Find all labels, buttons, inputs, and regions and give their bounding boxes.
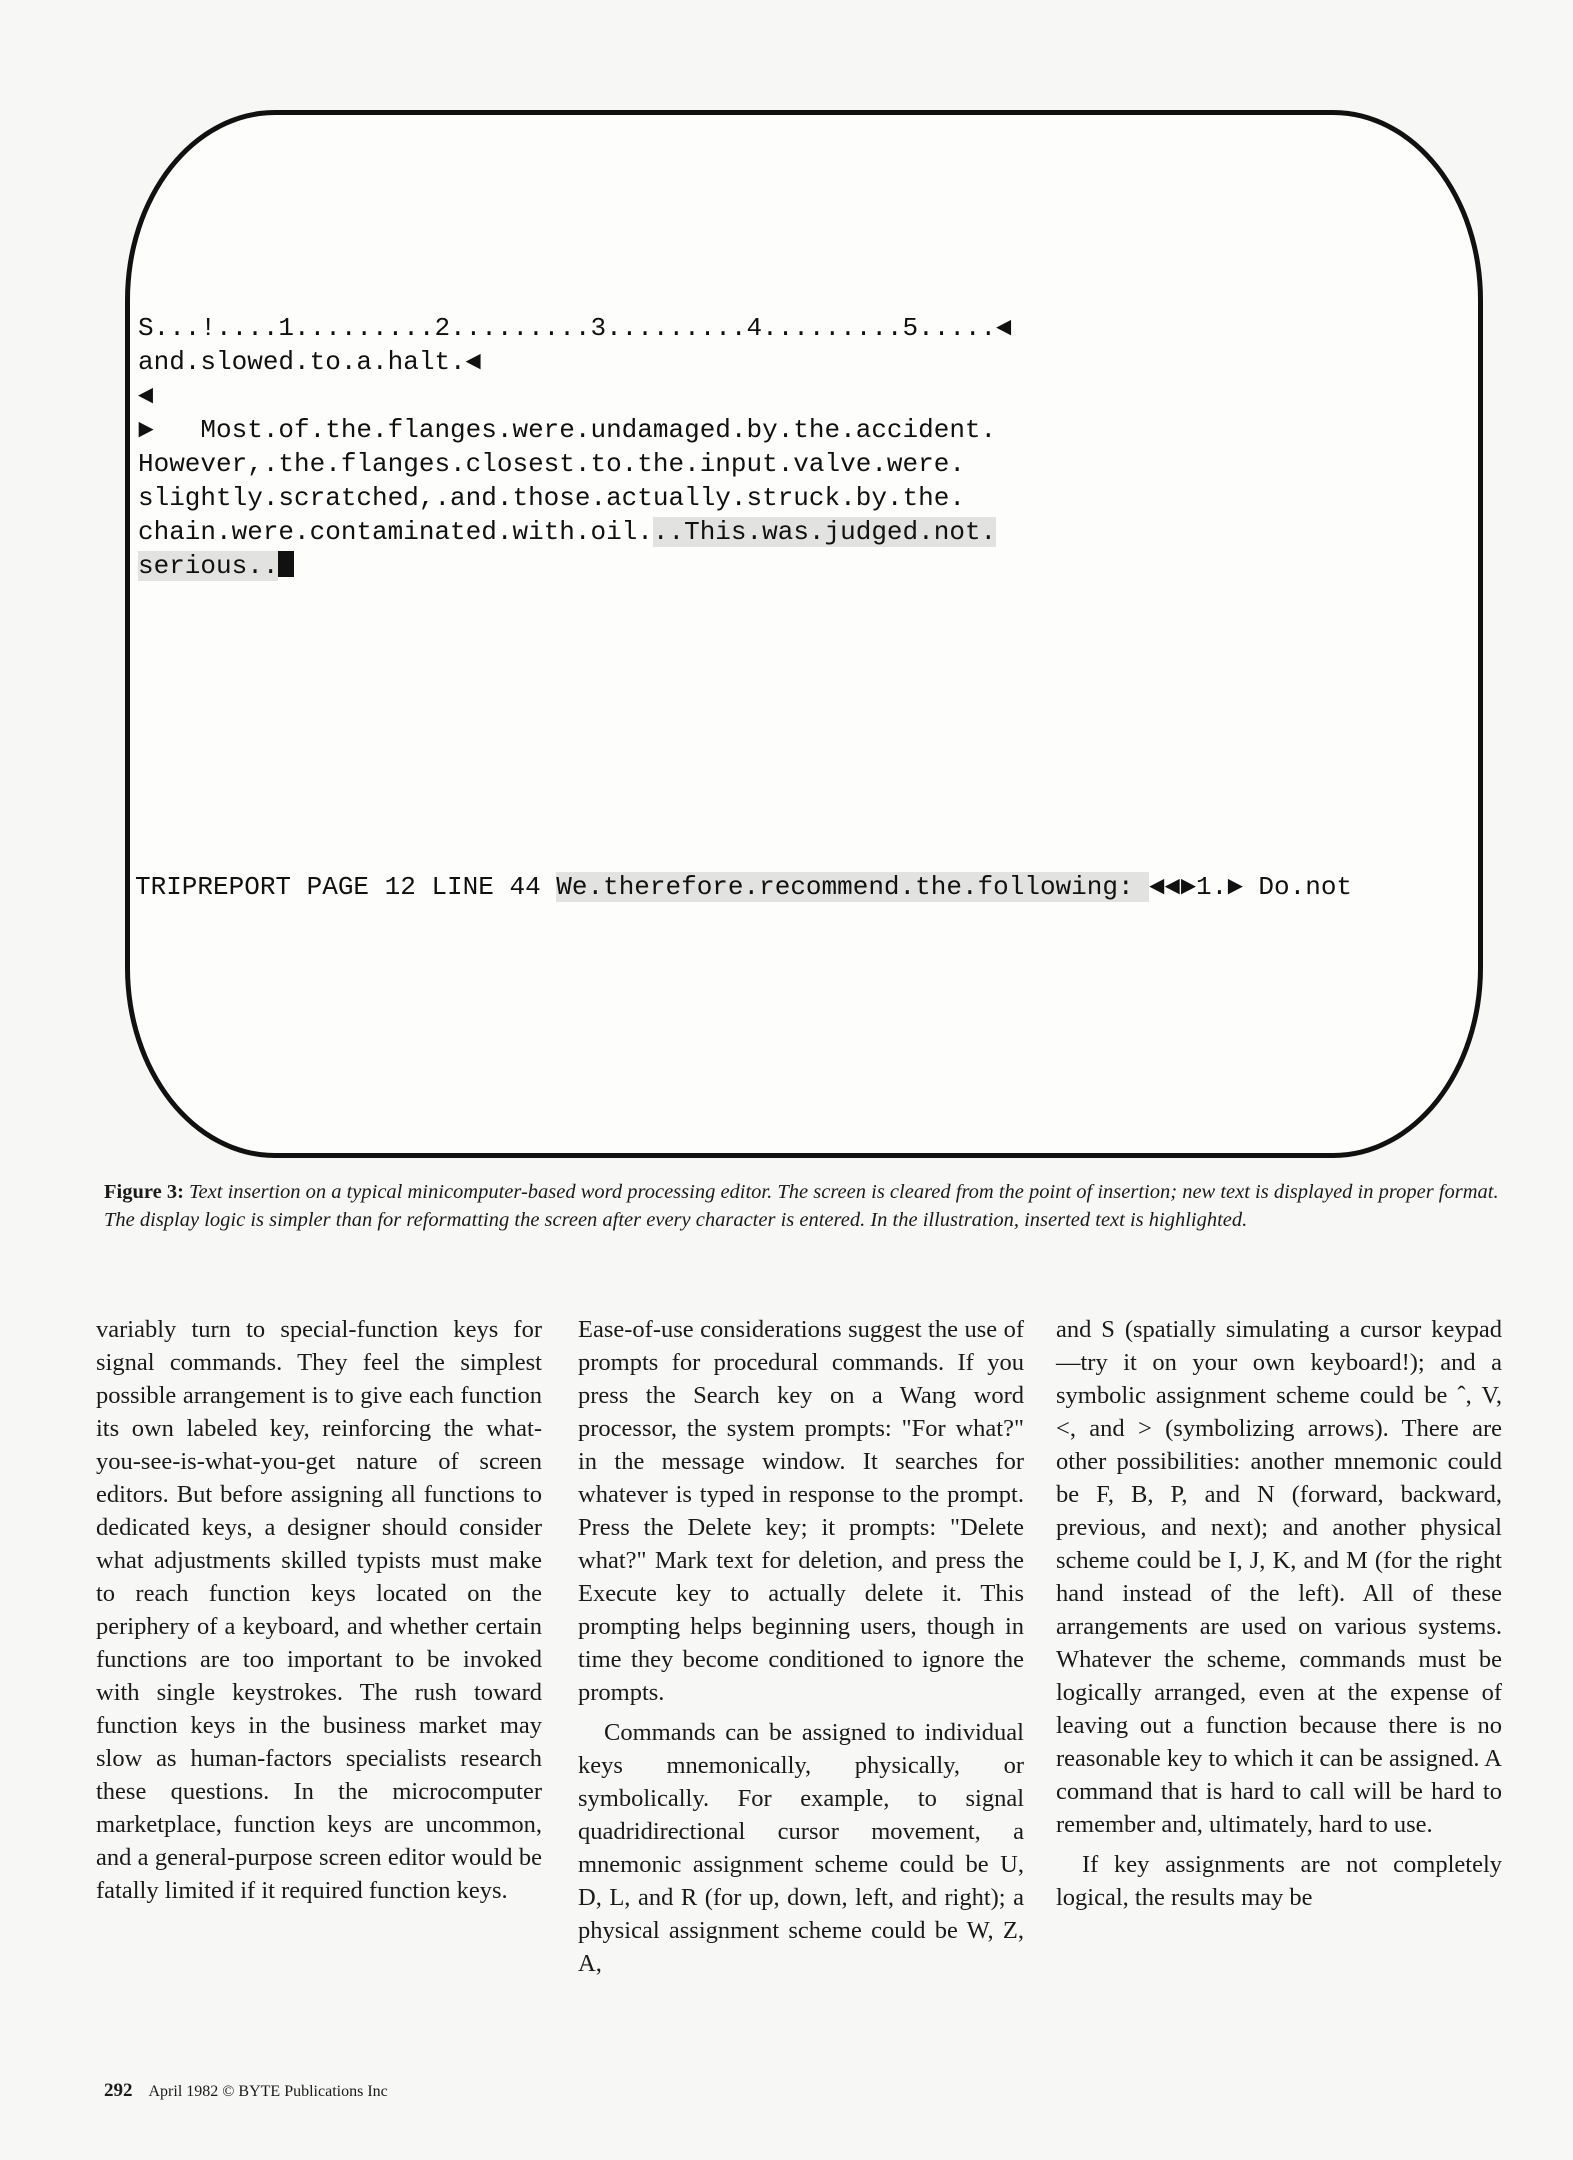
- article-column-2: [578, 1313, 1024, 1980]
- text-cursor-icon: [278, 551, 294, 577]
- paragraph: Ease-of-use considerations suggest the use of prompts for procedural commands. If you press the Search key on a Wang word processor, the system prompts: "For what?" in the message window. It searches for whatever is typed in response to the prompt. Press the Delete key; it prompts: "Delete what?" Mark text for deletion, and press the Execute key to actually delete it. This prompting helps beginning users, though in time they become conditioned to ignore the prompts.: [578, 1316, 1024, 1706]
- screen-line: [138, 551, 294, 581]
- screen-line: ◄: [138, 381, 154, 411]
- article-column-1: [96, 1313, 542, 1907]
- article-column-3: [1056, 1313, 1502, 1914]
- figure-label: Figure 3:: [104, 1181, 184, 1203]
- status-line: [135, 872, 1352, 902]
- inserted-text-highlight: ..This.was.judged.not.: [652, 517, 997, 547]
- paragraph: Commands can be assigned to individual keys mnemonically, physically, or symbolically. For example, to signal quadridirectional cursor movement, a mnemonic assignment scheme could be U, D, L, and R (for up, down, left, and right); a physical assignment scheme could be W, Z, A,: [578, 1719, 1024, 1977]
- screen-line: [138, 517, 996, 547]
- inserted-text-highlight: serious..: [138, 551, 279, 581]
- status-label: TRIPREPORT PAGE 12 LINE 44: [135, 872, 557, 902]
- screen-text: chain.were.contaminated.with.oil.: [138, 517, 653, 547]
- screen-line: slightly.scratched,.and.those.actually.struck.by.the.: [138, 483, 965, 513]
- screen-line: ► Most.of.the.flanges.were.undamaged.by.the.accident.: [138, 415, 997, 445]
- inserted-text-highlight: We.therefore.recommend.the.following:: [556, 872, 1150, 902]
- paragraph: and S (spatially simulating a cursor keypad—try it on your own keyboard!); and a symbolic assignment scheme could be ˆ, V, <, and > (symbolizing arrows). There are other possibilities: another mnemonic could be F, B, P, and N (forward, backward, previous, and next); and another physical scheme could be I, J, K, and M (for the right hand instead of the left). All of these arrangements are used on various systems. Whatever the scheme, commands must be logically arranged, even at the expense of leaving out a function because there is no reasonable key to which it can be assigned. A command that is hard to call will be hard to remember and, ultimately, hard to use.: [1056, 1316, 1502, 1838]
- figure-caption: [104, 1178, 1499, 1234]
- terminal-screen-illustration: [125, 110, 1483, 1158]
- paragraph: variably turn to special-function keys for signal commands. They feel the simplest possible arrangement is to give each function its own labeled key, reinforcing the what-you-see-is-what-you-get nature of screen editors. But before assigning all functions to dedicated keys, a designer should consider what adjustments skilled typists must make to reach function keys located on the periphery of a keyboard, and whether certain functions are too important to be invoked with single keystrokes. The rush toward function keys in the business market may slow as human-factors specialists research these questions. In the microcomputer marketplace, function keys are uncommon, and a general-purpose screen editor would be fatally limited if it required function keys.: [96, 1316, 542, 1904]
- format-ruler: S...!....1.........2.........3.........4.........5.....◄: [138, 313, 1012, 343]
- screen-line: and.slowed.to.a.halt.◄: [138, 347, 482, 377]
- caption-text: Text insertion on a typical minicomputer-based word processing editor. The screen is cleared from the point of insertion; new text is displayed in proper format. The display logic is simpler than for reformatting the screen after every character is entered. In the illustration, inserted text is highlighted.: [104, 1181, 1499, 1231]
- paragraph: If key assignments are not completely logical, the results may be: [1056, 1851, 1502, 1911]
- status-tail: ◄◄►1.► Do.not: [1149, 872, 1353, 902]
- footer-text: April 1982 © BYTE Publications Inc: [148, 2083, 388, 2100]
- page-number: 292: [104, 2080, 133, 2101]
- page-footer: [104, 2080, 388, 2102]
- screen-line: However,.the.flanges.closest.to.the.input.valve.were.: [138, 449, 965, 479]
